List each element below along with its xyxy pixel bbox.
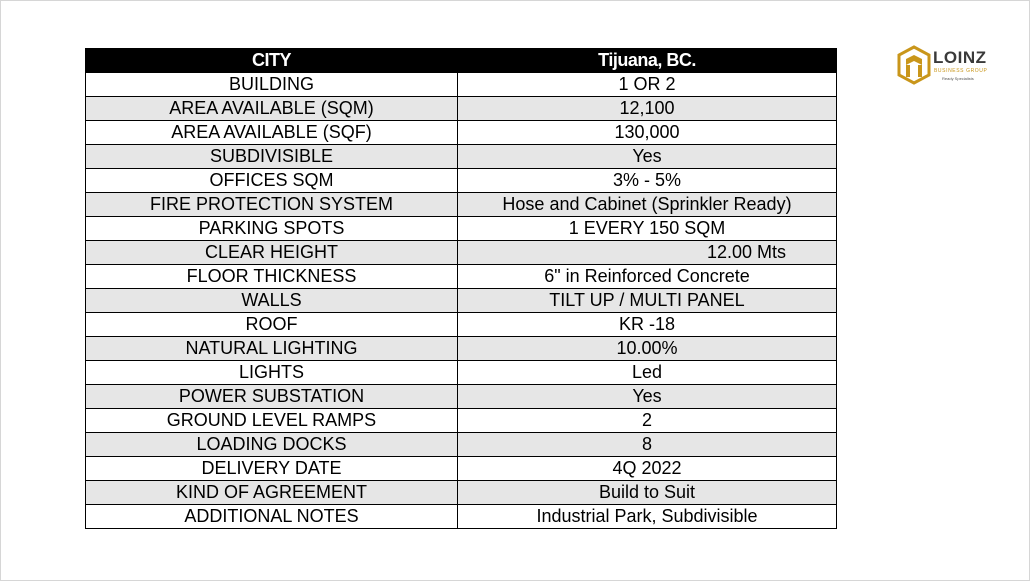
logo-tagline: Ready Specialists	[942, 76, 974, 81]
row-label: ROOF	[86, 313, 458, 337]
table-row	[86, 409, 837, 433]
logo-subtitle: BUSINESS GROUP	[934, 68, 988, 74]
row-value: 130,000	[458, 121, 837, 145]
table-row	[86, 385, 837, 409]
table-row	[86, 217, 837, 241]
row-value: 12,100	[458, 97, 837, 121]
table-row	[86, 289, 837, 313]
row-label: ADDITIONAL NOTES	[86, 505, 458, 529]
row-value: Yes	[458, 385, 837, 409]
row-value: 6" in Reinforced Concrete	[458, 265, 837, 289]
row-value: 3% - 5%	[458, 169, 837, 193]
table-row	[86, 481, 837, 505]
row-label: LOADING DOCKS	[86, 433, 458, 457]
logo-cube-icon	[897, 45, 931, 85]
table-row	[86, 457, 837, 481]
row-label: NATURAL LIGHTING	[86, 337, 458, 361]
row-value: KR -18	[458, 313, 837, 337]
row-value: 8	[458, 433, 837, 457]
row-label: BUILDING	[86, 73, 458, 97]
row-value: 1 OR 2	[458, 73, 837, 97]
spec-table	[85, 48, 837, 529]
row-label: OFFICES SQM	[86, 169, 458, 193]
row-value: TILT UP / MULTI PANEL	[458, 289, 837, 313]
row-value: Hose and Cabinet (Sprinkler Ready)	[458, 193, 837, 217]
row-label: CLEAR HEIGHT	[86, 241, 458, 265]
table-header-row	[86, 49, 837, 73]
row-label: FIRE PROTECTION SYSTEM	[86, 193, 458, 217]
row-value: 12.00 Mts	[458, 241, 837, 265]
table-row	[86, 505, 837, 529]
header-label: CITY	[86, 49, 458, 73]
table-row	[86, 97, 837, 121]
table-row	[86, 433, 837, 457]
row-value: Industrial Park, Subdivisible	[458, 505, 837, 529]
table-row	[86, 337, 837, 361]
row-value: Yes	[458, 145, 837, 169]
row-label: LIGHTS	[86, 361, 458, 385]
company-logo	[897, 45, 997, 85]
table-row	[86, 145, 837, 169]
table-row	[86, 193, 837, 217]
row-label: AREA AVAILABLE (SQM)	[86, 97, 458, 121]
table-row	[86, 121, 837, 145]
table-row	[86, 361, 837, 385]
row-label: SUBDIVISIBLE	[86, 145, 458, 169]
row-label: KIND OF AGREEMENT	[86, 481, 458, 505]
row-label: AREA AVAILABLE (SQF)	[86, 121, 458, 145]
row-value: 4Q 2022	[458, 457, 837, 481]
row-label: FLOOR THICKNESS	[86, 265, 458, 289]
row-label: DELIVERY DATE	[86, 457, 458, 481]
table-row	[86, 169, 837, 193]
row-label: PARKING SPOTS	[86, 217, 458, 241]
logo-name: LOINZ	[933, 48, 987, 67]
row-value: 2	[458, 409, 837, 433]
table-row	[86, 313, 837, 337]
table-row	[86, 241, 837, 265]
row-label: POWER SUBSTATION	[86, 385, 458, 409]
row-label: WALLS	[86, 289, 458, 313]
row-value: 1 EVERY 150 SQM	[458, 217, 837, 241]
table-row	[86, 265, 837, 289]
row-value: Build to Suit	[458, 481, 837, 505]
table-row	[86, 73, 837, 97]
header-value: Tijuana, BC.	[458, 49, 837, 73]
row-value: Led	[458, 361, 837, 385]
row-value: 10.00%	[458, 337, 837, 361]
row-label: GROUND LEVEL RAMPS	[86, 409, 458, 433]
